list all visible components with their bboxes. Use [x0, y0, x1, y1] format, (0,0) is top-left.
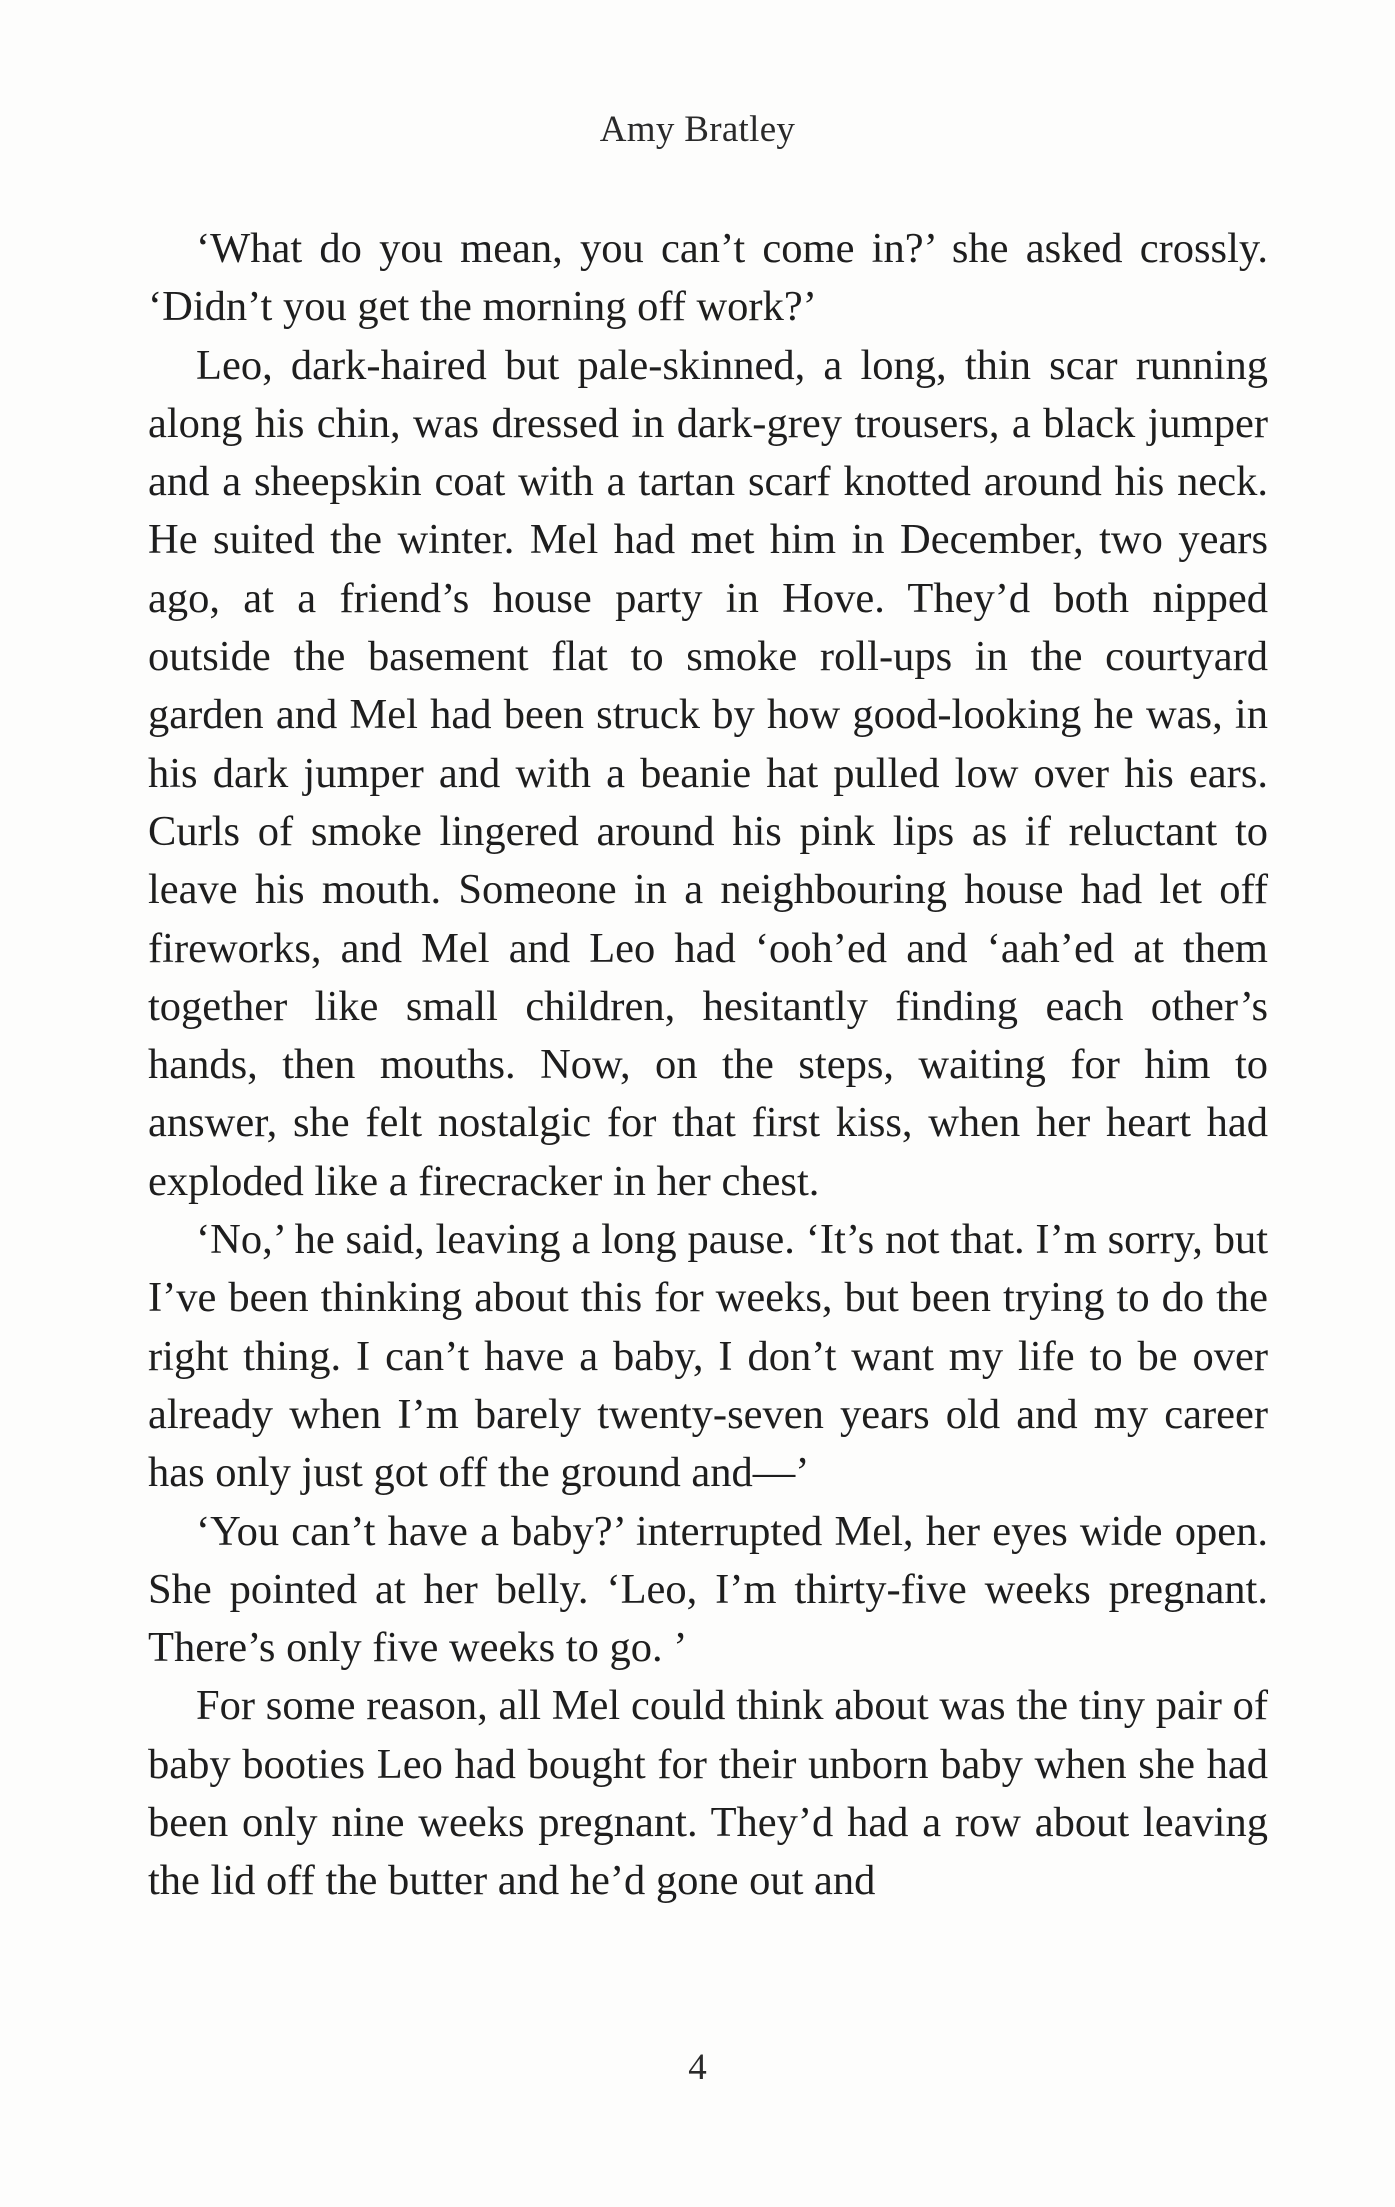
paragraph: For some reason, all Mel could think about was the tiny pair of baby booties Leo had bought for their unborn baby when she had been only nine weeks pregnant. They’d had a row about leaving the lid off the butter and he’d gone out and — [148, 1682, 1268, 1905]
paragraph: ‘You can’t have a baby?’ interrupted Mel, her eyes wide open. She pointed at her belly. ‘Leo, I’m thirty-five weeks pregnant. There’s only five weeks to go. ’ — [148, 1507, 1268, 1672]
page-number: 4 — [688, 2047, 707, 2088]
paragraph: ‘What do you mean, you can’t come in?’ she asked crossly. ‘Didn’t you get the morning off work?’ — [148, 225, 1268, 331]
paragraph: ‘No,’ he said, leaving a long pause. ‘It’s not that. I’m sorry, but I’ve been thinking about this for weeks, but been trying to do the right thing. I can’t have a baby, I don’t want my life to be over already when I’m barely twenty-seven years old and my career has only just got off the ground and—’ — [148, 1216, 1268, 1497]
body-text — [148, 220, 1268, 1911]
running-head: Amy Bratley — [599, 109, 796, 150]
paragraph: Leo, dark-haired but pale-skinned, a long, thin scar running along his chin, was dressed in dark-grey trousers, a black jumper and a sheepskin coat with a tartan scarf knotted around his neck. He suited the winter. Mel had met him in December, two years ago, at a friend’s house party in Hove. They’d both nipped outside the basement flat to smoke roll-ups in the courtyard garden and Mel had been struck by how good-looking he was, in his dark jumper and with a beanie hat pulled low over his ears. Curls of smoke lingered around his pink lips as if reluctant to leave his mouth. Someone in a neighbouring house had let off fireworks, and Mel and Leo had ‘ooh’ed and ‘aah’ed at them together like small children, hesitantly finding each other’s hands, then mouths. Now, on the steps, waiting for him to answer, she felt nostalgic for that first kiss, when her heart had exploded like a firecracker in her chest. — [148, 341, 1268, 1205]
